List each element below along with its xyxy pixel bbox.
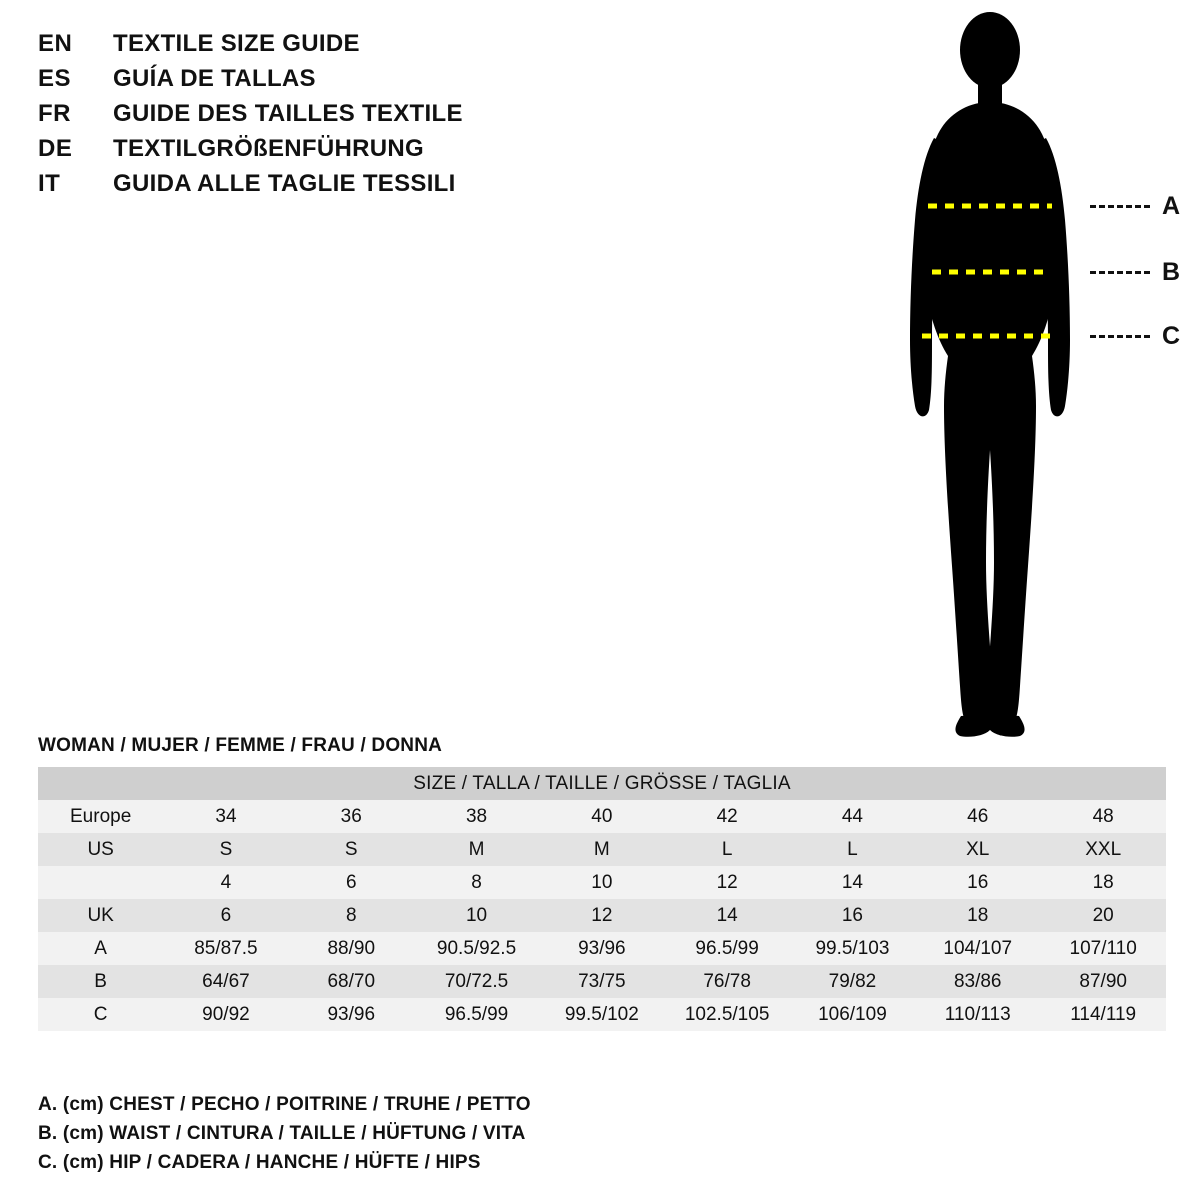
cell: L: [790, 833, 915, 866]
cell: 107/110: [1040, 932, 1166, 965]
cell: 36: [289, 800, 414, 833]
cell: 12: [539, 899, 664, 932]
table-row: [38, 932, 1166, 965]
cell: 96.5/99: [664, 932, 789, 965]
row-label: UK: [38, 899, 163, 932]
cell: 93/96: [539, 932, 664, 965]
footnote-c: C. (cm) HIP / CADERA / HANCHE / HÜFTE / HIPS: [38, 1152, 481, 1173]
cell: 93/96: [289, 998, 414, 1031]
footnote-a: A. (cm) CHEST / PECHO / POITRINE / TRUHE / PETTO: [38, 1094, 531, 1115]
cell: 8: [289, 899, 414, 932]
body-figure: [860, 10, 1190, 740]
group-title: WOMAN / MUJER / FEMME / FRAU / DONNA: [38, 735, 443, 756]
marker-b-dash-icon: [1090, 271, 1150, 274]
cell: 76/78: [664, 965, 789, 998]
cell: 18: [1040, 866, 1166, 899]
marker-b: [1090, 257, 1181, 286]
table-row: [38, 833, 1166, 866]
cell: 20: [1040, 899, 1166, 932]
cell: 102.5/105: [664, 998, 789, 1031]
cell: 99.5/102: [539, 998, 664, 1031]
cell: 40: [539, 800, 664, 833]
table-row: [38, 965, 1166, 998]
title-row-fr: [38, 100, 658, 135]
title-lang-es: ES: [38, 65, 72, 92]
title-text-de: TEXTILGRÖßENFÜHRUNG: [113, 135, 425, 162]
cell: 90/92: [163, 998, 288, 1031]
cell: 16: [790, 899, 915, 932]
cell: XL: [915, 833, 1040, 866]
cell: 14: [790, 866, 915, 899]
cell: 38: [414, 800, 539, 833]
cell: 104/107: [915, 932, 1040, 965]
row-label: US: [38, 833, 163, 866]
cell: 44: [790, 800, 915, 833]
cell: 70/72.5: [414, 965, 539, 998]
marker-a-dash-icon: [1090, 205, 1150, 208]
cell: 73/75: [539, 965, 664, 998]
row-label: [38, 866, 163, 899]
cell: 96.5/99: [414, 998, 539, 1031]
cell: 14: [664, 899, 789, 932]
cell: S: [289, 833, 414, 866]
title-lang-it: IT: [38, 170, 61, 197]
cell: M: [539, 833, 664, 866]
title-text-fr: GUIDE DES TAILLES TEXTILE: [113, 100, 463, 127]
row-label: C: [38, 998, 163, 1031]
cell: 64/67: [163, 965, 288, 998]
cell: 18: [915, 899, 1040, 932]
size-table: [38, 767, 1166, 1031]
cell: 90.5/92.5: [414, 932, 539, 965]
title-row-es: [38, 65, 658, 100]
title-lang-en: EN: [38, 30, 73, 57]
cell: 8: [414, 866, 539, 899]
table-header-row: [38, 767, 1166, 800]
title-text-en: TEXTILE SIZE GUIDE: [113, 30, 360, 57]
title-block: [38, 30, 658, 205]
table-row: [38, 800, 1166, 833]
cell: XXL: [1040, 833, 1166, 866]
title-lang-fr: FR: [38, 100, 71, 127]
female-silhouette-icon: [860, 10, 1190, 740]
table-row: [38, 866, 1166, 899]
cell: 106/109: [790, 998, 915, 1031]
cell: 87/90: [1040, 965, 1166, 998]
cell: 6: [289, 866, 414, 899]
row-label: Europe: [38, 800, 163, 833]
cell: 79/82: [790, 965, 915, 998]
cell: 34: [163, 800, 288, 833]
cell: 48: [1040, 800, 1166, 833]
title-row-en: [38, 30, 658, 65]
table-header-label: SIZE / TALLA / TAILLE / GRÖSSE / TAGLIA: [413, 772, 791, 794]
cell: 4: [163, 866, 288, 899]
cell: 68/70: [289, 965, 414, 998]
title-lang-de: DE: [38, 135, 73, 162]
cell: 10: [539, 866, 664, 899]
cell: M: [414, 833, 539, 866]
title-text-it: GUIDA ALLE TAGLIE TESSILI: [113, 170, 456, 197]
cell: 46: [915, 800, 1040, 833]
cell: 110/113: [915, 998, 1040, 1031]
cell: 6: [163, 899, 288, 932]
title-text-es: GUÍA DE TALLAS: [113, 65, 316, 92]
marker-b-letter: B: [1162, 257, 1181, 286]
marker-a-letter: A: [1162, 191, 1181, 220]
cell: 99.5/103: [790, 932, 915, 965]
row-label: B: [38, 965, 163, 998]
cell: 88/90: [289, 932, 414, 965]
row-label: A: [38, 932, 163, 965]
cell: 12: [664, 866, 789, 899]
cell: 83/86: [915, 965, 1040, 998]
cell: 85/87.5: [163, 932, 288, 965]
footnotes: [38, 1090, 838, 1177]
marker-c-dash-icon: [1090, 335, 1150, 338]
title-row-it: [38, 170, 658, 205]
table-row: [38, 998, 1166, 1031]
marker-c: [1090, 321, 1181, 350]
cell: 10: [414, 899, 539, 932]
cell: 16: [915, 866, 1040, 899]
footnote-b: B. (cm) WAIST / CINTURA / TAILLE / HÜFTUNG / VITA: [38, 1123, 526, 1144]
marker-c-letter: C: [1162, 321, 1181, 350]
cell: 114/119: [1040, 998, 1166, 1031]
cell: L: [664, 833, 789, 866]
size-table-area: [38, 735, 1166, 1031]
marker-a: [1090, 191, 1181, 220]
cell: 42: [664, 800, 789, 833]
cell: S: [163, 833, 288, 866]
table-row: [38, 899, 1166, 932]
title-row-de: [38, 135, 658, 170]
